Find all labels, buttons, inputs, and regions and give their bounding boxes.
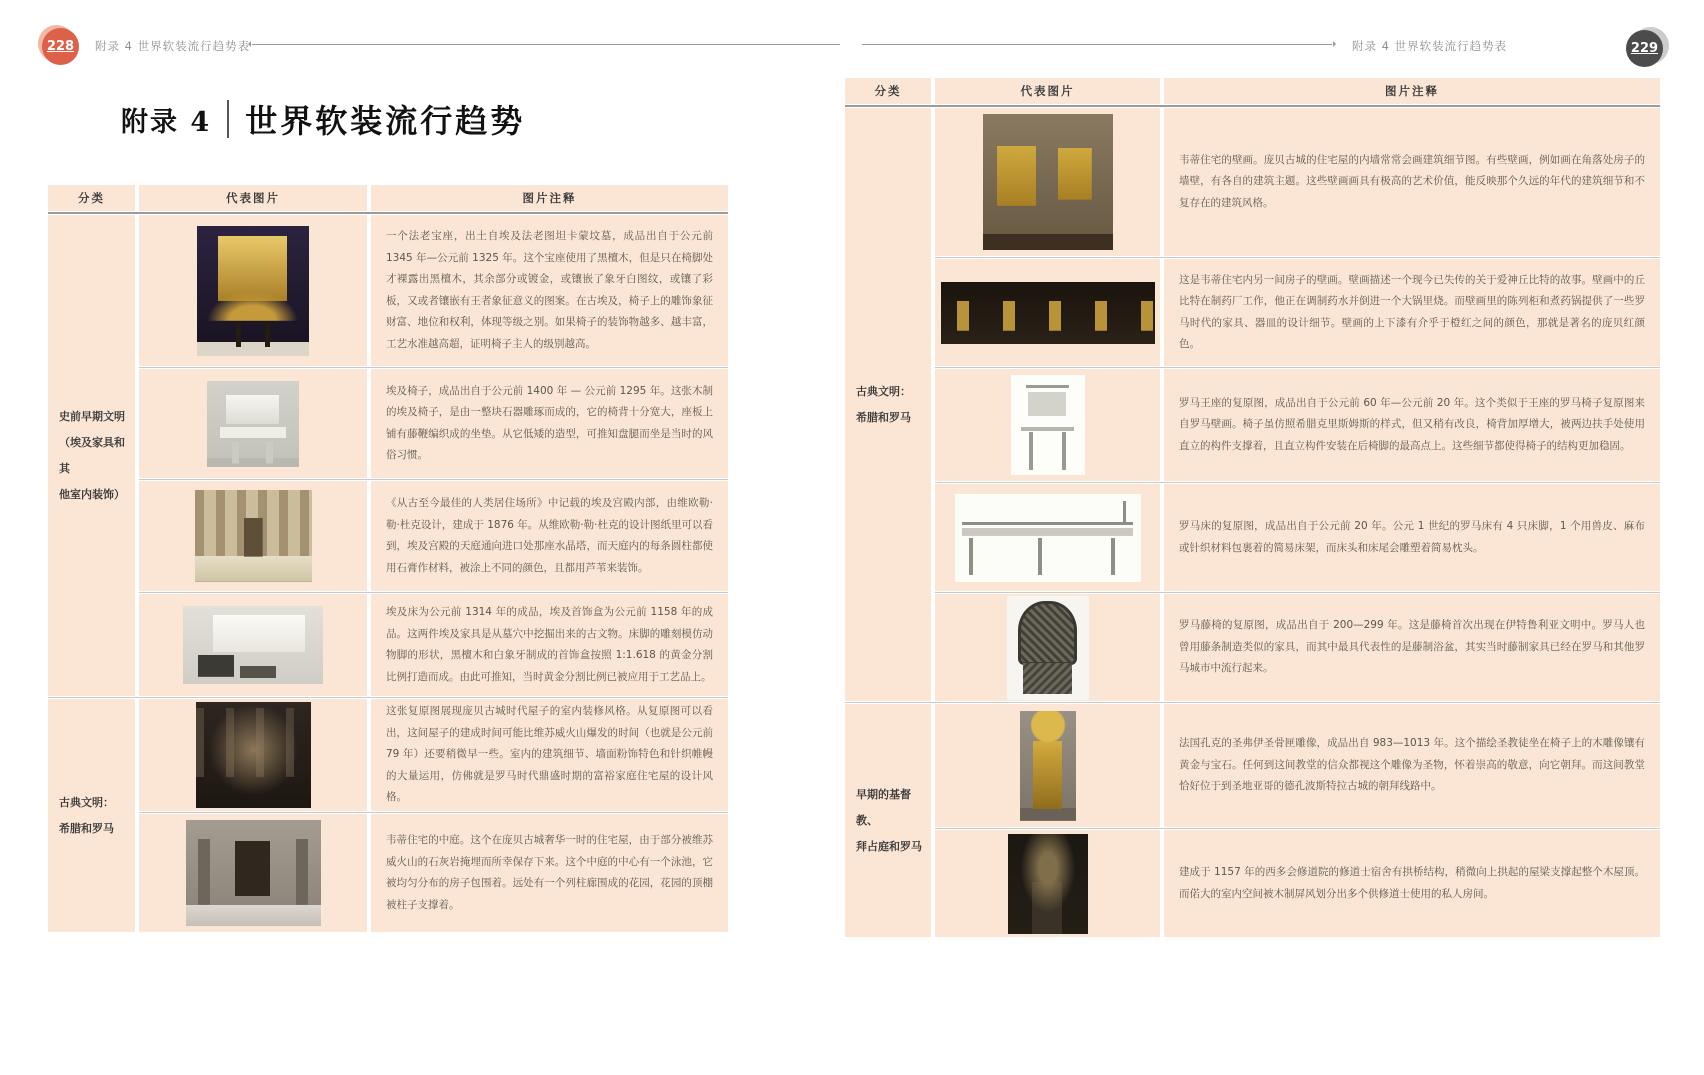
annotation-cell (1164, 108, 1660, 256)
appendix-title-prefix: 附录 4 (121, 106, 212, 138)
annotation-cell (1164, 830, 1660, 937)
annotation-text: 埃及椅子，成品出自于公元前 1400 年 — 公元前 1295 年。这张木制的埃及椅子，是由一整块石器雕琢而成的，它的椅背十分宽大，座板上铺有藤鞭编织成的坐垫。从它低矮的造型，可推知盘腿而坐是当时的风俗习惯。 (386, 384, 713, 461)
monastery-dormitory-photo (1008, 834, 1088, 934)
category-cell (48, 699, 135, 932)
table-row (139, 699, 728, 811)
roman-throne-drawing (1011, 375, 1085, 475)
vettii-fresco-room-photo (983, 114, 1113, 250)
category-line: 古典文明： (856, 384, 911, 398)
annotation-text: 韦蒂住宅的中庭。这个在庞贝古城奢华一时的住宅屋，由于部分被维苏威火山的石灰岩掩埋而所幸保存下来。这个中庭的中心有一个泳池，它被均匀分布的房子包围着。远处有一个列柱廊围成的花园，花园的顶棚被柱子支撑着。 (386, 834, 713, 911)
image-cell (139, 594, 367, 696)
table-row (139, 594, 728, 696)
running-header-left: 附录 4 世界软装流行趋势表 (95, 39, 251, 53)
annotation-cell (1164, 369, 1660, 481)
category-cell (845, 704, 931, 937)
header-rule-right-arrow (862, 44, 1332, 45)
category-line: 希腊和罗马 (856, 410, 911, 424)
table-row (139, 481, 728, 591)
annotation-cell (371, 369, 728, 478)
trend-table-right (845, 78, 1660, 937)
appendix-title (121, 96, 525, 142)
annotation-cell (1164, 594, 1660, 701)
table-row (935, 594, 1660, 701)
table-row (139, 814, 728, 932)
table-row (935, 484, 1660, 591)
image-cell (935, 259, 1160, 366)
annotation-cell (371, 481, 728, 591)
col-header-annotation: 图片注释 (1164, 78, 1660, 104)
annotation-text: 罗马床的复原图，成品出自于公元前 20 年。公元 1 世纪的罗马床有 4 只床脚，1 个用兽皮、麻布或针织材料包裹着的简易床架，而床头和床尾会雕塑着简易枕头。 (1179, 520, 1645, 554)
category-line: 早期的基督教、 (856, 787, 911, 827)
image-cell (935, 108, 1160, 256)
category-line: 古典文明： (59, 795, 114, 809)
table-row (935, 704, 1660, 827)
table-row (935, 108, 1660, 256)
image-cell (139, 814, 367, 932)
table-row (935, 259, 1660, 366)
col-header-annotation: 图片注释 (371, 185, 728, 211)
annotation-text: 《从古至今最佳的人类居住场所》中记载的埃及宫殿内部，由维欧勒·勒·杜克设计，建成于 1876 年。从维欧勒·勒·杜克的设计图纸里可以看到，埃及宫殿的天庭通向进口处那座水晶塔，而天庭内的每条圆柱都使用石膏作材料，被涂上不同的颜色，且都用芦苇来装饰。 (386, 497, 713, 574)
roman-rattan-chair-drawing (1007, 596, 1089, 700)
annotation-text: 韦蒂住宅的壁画。庞贝古城的住宅屋的内墙常常会画建筑细节图。有些壁画，例如画在角落处房子的墙壁，有各自的建筑主题。这些壁画画具有极高的艺术价值，能反映那个久远的年代的建筑细节和不复存在的建筑风格。 (1179, 153, 1645, 209)
roman-bed-drawing (955, 494, 1141, 582)
col-header-image: 代表图片 (139, 185, 367, 211)
appendix-title-main: 世界软装流行趋势 (245, 102, 526, 140)
image-cell (935, 704, 1160, 827)
header-underline (48, 212, 728, 214)
category-cell (845, 108, 931, 701)
category-group-classical (845, 108, 1660, 701)
header-rule-left-arrow (252, 44, 840, 45)
category-line: 史前早期文明 (59, 409, 125, 423)
category-line: （埃及家具和其 (59, 435, 125, 475)
category-line: 拜占庭和罗马 (856, 839, 922, 853)
pharaoh-throne-photo (197, 226, 309, 356)
table-row (935, 369, 1660, 481)
image-cell (935, 830, 1160, 937)
annotation-text: 这张复原图展现庞贝古城时代屋子的室内装修风格。从复原图可以看出，这间屋子的建成时间可能比维苏威火山爆发的时间（也就是公元前 79 年）还要稍微早一些。室内的建筑细节、墙面粉饰特色和针织帷幔的大量运用，仿佛就是罗马时代鼎盛时期的富裕家庭住宅屋的设计风格。 (386, 705, 713, 804)
annotation-cell (371, 814, 728, 932)
image-cell (935, 484, 1160, 591)
table-row (935, 830, 1660, 937)
col-header-category: 分类 (845, 78, 931, 104)
table-header-row (845, 78, 1660, 104)
trend-table-left (48, 185, 728, 932)
egyptian-palace-engraving (195, 490, 312, 582)
annotation-text: 罗马王座的复原图，成品出自于公元前 60 年—公元前 20 年。这个类似于王座的罗马椅子复原图来自罗马壁画。椅子虽仿照希腊克里斯姆斯的样式，但又稍有改良，椅背加厚增大，被两边扶手处使用直立的构件支撑着，且直立构件安装在后椅脚的最高点上。这些细节都使得椅子的结构更加稳固。 (1179, 396, 1645, 452)
table-row (139, 369, 728, 478)
table-row (139, 215, 728, 366)
page-number-badge-left: 228 (42, 28, 79, 65)
category-cell (48, 215, 135, 696)
image-cell (139, 369, 367, 478)
annotation-text: 埃及床为公元前 1314 年的成品，埃及首饰盒为公元前 1158 年的成品。这两件埃及家具是从墓穴中挖掘出来的古文物。床脚的雕刻模仿动物脚的形状，黑檀木和白象牙制成的首饰盒按照 1:1.618 的黄金分割比例打造而成。由此可推知，当时黄金分割比例已被应用于工艺品上。 (386, 606, 713, 683)
header-underline (845, 105, 1660, 107)
annotation-text: 这是韦蒂住宅内另一间房子的壁画。壁画描述一个现今已失传的关于爱神丘比特的故事。壁画中的丘比特在制药厂工作，他正在调制药水并倒进一个大锅里烧。而壁画里的陈列柜和煮药锅提供了一些罗马时代的家具、器皿的设计细节。壁画的上下漆有介乎于橙红之间的颜色，那就是著名的庞贝红颜色。 (1179, 273, 1645, 350)
annotation-cell (371, 699, 728, 811)
category-group-prehistoric (48, 215, 728, 696)
title-divider (227, 100, 229, 138)
egyptian-bed-photo (183, 606, 323, 684)
annotation-text: 建成于 1157 年的西多会修道院的修道士宿舍有拱桥结构，稍微向上拱起的屋梁支撑起整个木屋顶。而偌大的室内空间被木制屏风划分出多个供修道士使用的私人房间。 (1179, 866, 1645, 900)
category-group-early-christian (845, 704, 1660, 937)
category-group-classical (48, 699, 728, 932)
image-cell (139, 481, 367, 591)
category-line: 他室内装饰） (59, 487, 125, 501)
annotation-text: 一个法老宝座，出土自埃及法老图坦卡蒙坟墓，成品出自于公元前 1345 年—公元前 1325 年。这个宝座使用了黑檀木，但是只在椅脚处才裸露出黑檀木，其余部分或镀金，或镶嵌了象牙白图纹，或镶了彩板，又或者镶嵌有王者象征意义的图案。在古埃及，椅子上的雕饰象征财富、地位和权利，体现等级之别。如果椅子的装饰物越多、越丰富，工艺水准越高超，证明椅子主人的级别越高。 (386, 230, 713, 350)
image-cell (935, 369, 1160, 481)
sainte-foy-reliquary-photo (1020, 711, 1076, 821)
col-header-image: 代表图片 (935, 78, 1160, 104)
annotation-cell (371, 594, 728, 696)
cupid-frieze-mural (941, 282, 1155, 344)
annotation-text: 罗马藤椅的复原图，成品出自于 200—299 年。这是藤椅首次出现在伊特鲁利亚文明中。罗马人也曾用藤条制造类似的家具，而其中最具代表性的是藤制浴盆，其实当时藤制家具已经在罗马和其他罗马城市中流行起来。 (1179, 619, 1645, 675)
egyptian-chair-photo (207, 381, 299, 467)
vettii-atrium-photo (186, 820, 321, 926)
table-header-row (48, 185, 728, 211)
annotation-cell (1164, 259, 1660, 366)
running-header-right: 附录 4 世界软装流行趋势表 (1352, 39, 1508, 53)
annotation-cell (371, 215, 728, 366)
col-header-category: 分类 (48, 185, 135, 211)
page-number-badge-right: 229 (1626, 30, 1663, 67)
pompeii-room-restoration (196, 702, 311, 808)
image-cell (139, 215, 367, 366)
category-line: 希腊和罗马 (59, 821, 114, 835)
image-cell (935, 594, 1160, 701)
annotation-cell (1164, 484, 1660, 591)
annotation-cell (1164, 704, 1660, 827)
annotation-text: 法国孔克的圣弗伊圣骨匣雕像，成品出自 983—1013 年。这个描绘圣教徒坐在椅子上的木雕像镶有黄金与宝石。任何到这间教堂的信众都视这个雕像为圣物，怀着崇高的敬意，向它朝拜。而这间教堂恰好位于到圣地亚哥的德孔波斯特拉古城的朝拜线路中。 (1179, 737, 1645, 793)
image-cell (139, 699, 367, 811)
